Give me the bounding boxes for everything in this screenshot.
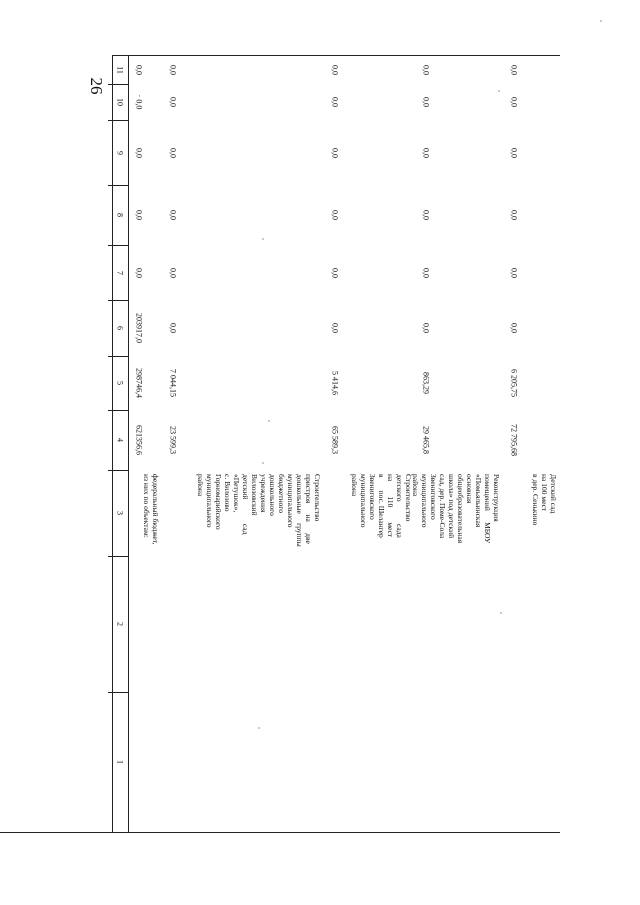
cell-value: 0,0 [421,210,431,220]
column-header-label: 6 [115,326,125,330]
value-cell [507,245,521,300]
row-label-cell [411,470,501,556]
value-cell [419,410,433,470]
scan-speck [498,90,500,92]
cell-value: 621356,6 [134,425,144,455]
cell-value: 0,0 [421,267,431,278]
cell-value: 29 465,8 [421,426,431,454]
column-header-label: 1 [115,760,125,764]
column-header [112,356,128,410]
value-cell [132,245,146,300]
cell-value: 0,0 [509,64,519,75]
value-cell [166,120,180,185]
value-cell [166,300,180,356]
cell-value: 0,0 [168,267,178,278]
cell-value: 203917,0 [134,313,144,343]
column-separator [0,832,560,833]
row-label: Строительство пристроя на две дошкольные группы муниципального бюджетного дошкольного учреждения Вилозовский детский сад «Петушок», с. Вилозово Горномарийского муниципального района [196,474,322,547]
column-header [112,556,128,692]
value-cell [166,356,180,410]
cell-value: 0,0 [509,210,519,220]
row-label-cell [509,470,558,556]
row-label: Реконструкция помещений МБОУ «Помьяльинская основная общеобразовательная школа» под детский сад, дер. Поме-Сола Звениговского муниципального района [411,474,501,544]
cell-value: 0,0 [330,64,340,75]
row-label-cell [134,470,160,556]
column-header-label: 5 [115,381,125,385]
cell-value: 0,0 [168,97,178,107]
column-header [112,470,128,556]
cell-value: 0,0 [421,97,431,107]
scan-speck [258,727,260,729]
cell-value: 0,0 [509,97,519,107]
cell-value: 0,0 [168,323,178,333]
value-cell [419,84,433,120]
row-label: Детский сад на 100 мест в дер. Сенькино [531,474,558,526]
scan-speck [268,420,270,422]
column-header [112,245,128,300]
column-header [112,185,128,245]
page-number-text: 26 [87,77,106,95]
value-cell [166,185,180,245]
column-header-label: 11 [115,65,125,74]
value-cell [507,120,521,185]
value-cell [507,356,521,410]
column-header-label: 4 [115,438,125,442]
cell-value: 0,0 [168,210,178,220]
scan-speck [262,462,264,464]
cell-value: 5 414,6 [330,371,340,395]
value-cell [132,55,146,84]
value-cell [328,84,342,120]
column-header [112,410,128,470]
scan-speck [262,238,264,240]
value-cell [328,185,342,245]
cell-value: 65 589,3 [330,426,340,454]
value-cell [419,120,433,185]
value-cell [166,245,180,300]
cell-value: 0,0 [168,64,178,75]
value-cell [132,185,146,245]
value-cell [328,356,342,410]
column-header-label: 2 [115,622,125,626]
value-cell [507,185,521,245]
column-header [112,55,128,84]
value-cell [419,245,433,300]
cell-value: 0,0 [509,323,519,333]
value-cell [328,410,342,470]
cell-value: 0,0 [421,323,431,333]
value-cell [507,84,521,120]
cell-value: 0,0 [134,267,144,278]
cell-value: · 0,0 [134,94,144,110]
cell-value: 0,0 [330,210,340,220]
column-header [112,120,128,185]
value-cell [132,410,146,470]
cell-value: 0,0 [134,64,144,75]
cell-value: 0,0 [509,267,519,278]
column-header [112,300,128,356]
value-cell [419,356,433,410]
value-cell [132,356,146,410]
column-header [112,692,128,832]
column-header [112,84,128,120]
column-header-label: 9 [115,150,125,155]
column-header-label: 10 [115,98,125,106]
cell-value: 0,0 [134,210,144,220]
scan-speck [500,612,502,614]
value-cell [419,300,433,356]
cell-value: 72 795,68 [509,424,519,456]
value-cell [166,84,180,120]
value-cell [507,410,521,470]
cell-value: 0,0 [134,147,144,158]
value-cell [328,55,342,84]
value-cell [132,84,146,120]
header-line-right [128,55,129,832]
value-cell [166,55,180,84]
row-label-cell [330,470,413,556]
value-cell [132,300,146,356]
column-header-label: 3 [115,511,125,515]
value-cell [328,120,342,185]
value-cell [328,245,342,300]
row-label-cell [168,470,322,556]
value-cell [328,300,342,356]
cell-value: 298746,4 [134,368,144,398]
cell-value: 0,0 [330,323,340,333]
value-cell [507,55,521,84]
cell-value: 0,0 [330,267,340,278]
value-cell [419,185,433,245]
column-header-label: 7 [115,270,125,275]
cell-value: 23 599,3 [168,426,178,454]
cell-value: 0,0 [330,147,340,158]
cell-value: 863,29 [421,372,431,394]
value-cell [419,55,433,84]
cell-value: 0,0 [509,147,519,158]
cell-value: 6 205,75 [509,369,519,397]
row-label: Строительство детского сада на 110 мест в пос. Шелангер Звениговского муниципального района [350,474,413,538]
cell-value: 7 044,15 [168,369,178,397]
cell-value: 0,0 [421,64,431,75]
value-cell [132,120,146,185]
cell-value: 0,0 [330,97,340,107]
column-header-label: 8 [115,213,125,217]
row-label: федеральный бюджет, из них по объектам: [142,474,160,545]
value-cell [507,300,521,356]
cell-value: 0,0 [168,147,178,158]
scan-speck [600,20,602,22]
value-cell [166,410,180,470]
cell-value: 0,0 [421,147,431,158]
